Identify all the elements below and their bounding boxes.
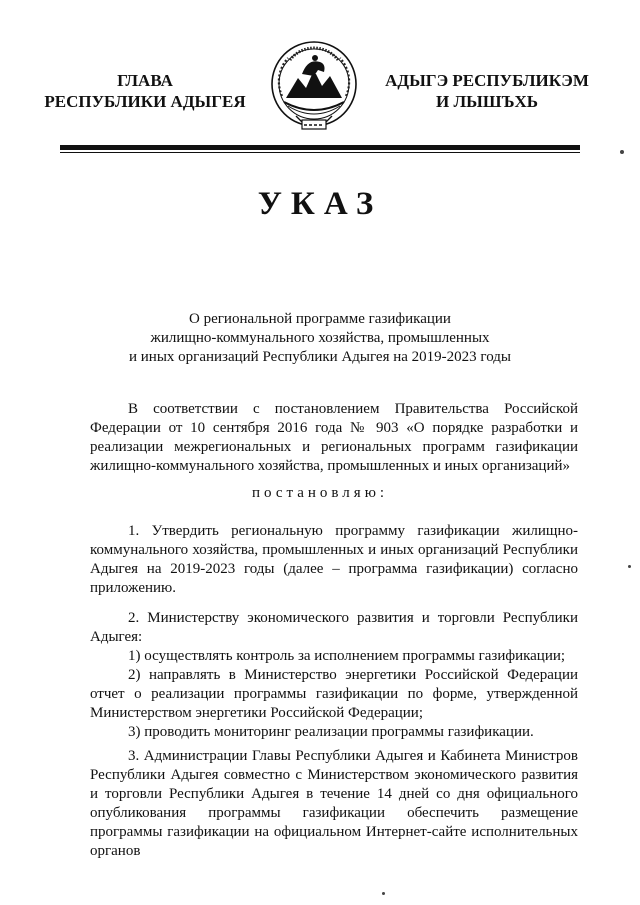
header-left bbox=[30, 70, 260, 112]
item1-paragraph: 1. Утвердить региональную программу газификации жилищно-коммунального хозяйства, промышленных и иных организаций Республики Адыгея на 2019-2023 годы (далее – программа газификации) согласно приложению. bbox=[90, 523, 578, 596]
header-right-line1: АДЫГЭ РЕСПУБЛИКЭМ bbox=[385, 71, 589, 90]
scan-speck bbox=[382, 892, 385, 895]
document-title: УКАЗ bbox=[257, 186, 383, 222]
subject-line1: О региональной программе газификации bbox=[189, 311, 451, 327]
item3-block bbox=[90, 747, 578, 861]
subject-line3: и иных организаций Республики Адыгея на 2019-2023 годы bbox=[129, 349, 511, 365]
preamble-paragraph: В соответствии с постановлением Правительства Российской Федерации от 10 сентября 2016 года № 903 «О порядке разработки и реализации межрегиональных и региональных программ газификации жилищно-коммунального хозяйства, промышленных и иных организаций» bbox=[90, 401, 578, 474]
decree-word: постановляю: bbox=[251, 485, 389, 501]
scan-speck bbox=[628, 565, 631, 568]
item2-block bbox=[90, 609, 578, 742]
coat-of-arms-icon bbox=[268, 36, 360, 138]
header-rule-thick bbox=[60, 145, 580, 150]
header-rule-thin bbox=[60, 152, 580, 153]
item2-sub1: 1) осуществлять контроль за исполнением программы газификации; bbox=[128, 648, 566, 664]
item2-intro: 2. Министерству экономического развития и торговли Республики Адыгея: bbox=[90, 610, 578, 645]
decree-subject bbox=[100, 310, 540, 367]
header-left-line2: РЕСПУБЛИКИ АДЫГЕЯ bbox=[44, 92, 246, 111]
header-right-line2: И ЛЫШЪХЬ bbox=[435, 92, 539, 111]
preamble-block bbox=[90, 400, 578, 476]
item2-sub3: 3) проводить мониторинг реализации программы газификации. bbox=[128, 724, 534, 740]
item1-block bbox=[90, 522, 578, 598]
scan-speck bbox=[620, 150, 624, 154]
header-left-line1: ГЛАВА bbox=[117, 71, 173, 90]
header-right bbox=[372, 70, 602, 112]
item3-paragraph: 3. Администрации Главы Республики Адыгея и Кабинета Министров Республики Адыгея совместно с Министерством экономического развития и торговли Республики Адыгея в течение 14 дней со дня официального опубликования программы газификации обеспечить размещение программы газификации на официальном Интернет-сайте исполнительных органов bbox=[90, 748, 578, 859]
subject-line2: жилищно-коммунального хозяйства, промышленных bbox=[150, 330, 490, 346]
item2-sub2: 2) направлять в Министерство энергетики Российской Федерации отчет о реализации программы газификации по форме, утвержденной Министерством энергетики Российской Федерации; bbox=[90, 667, 578, 721]
